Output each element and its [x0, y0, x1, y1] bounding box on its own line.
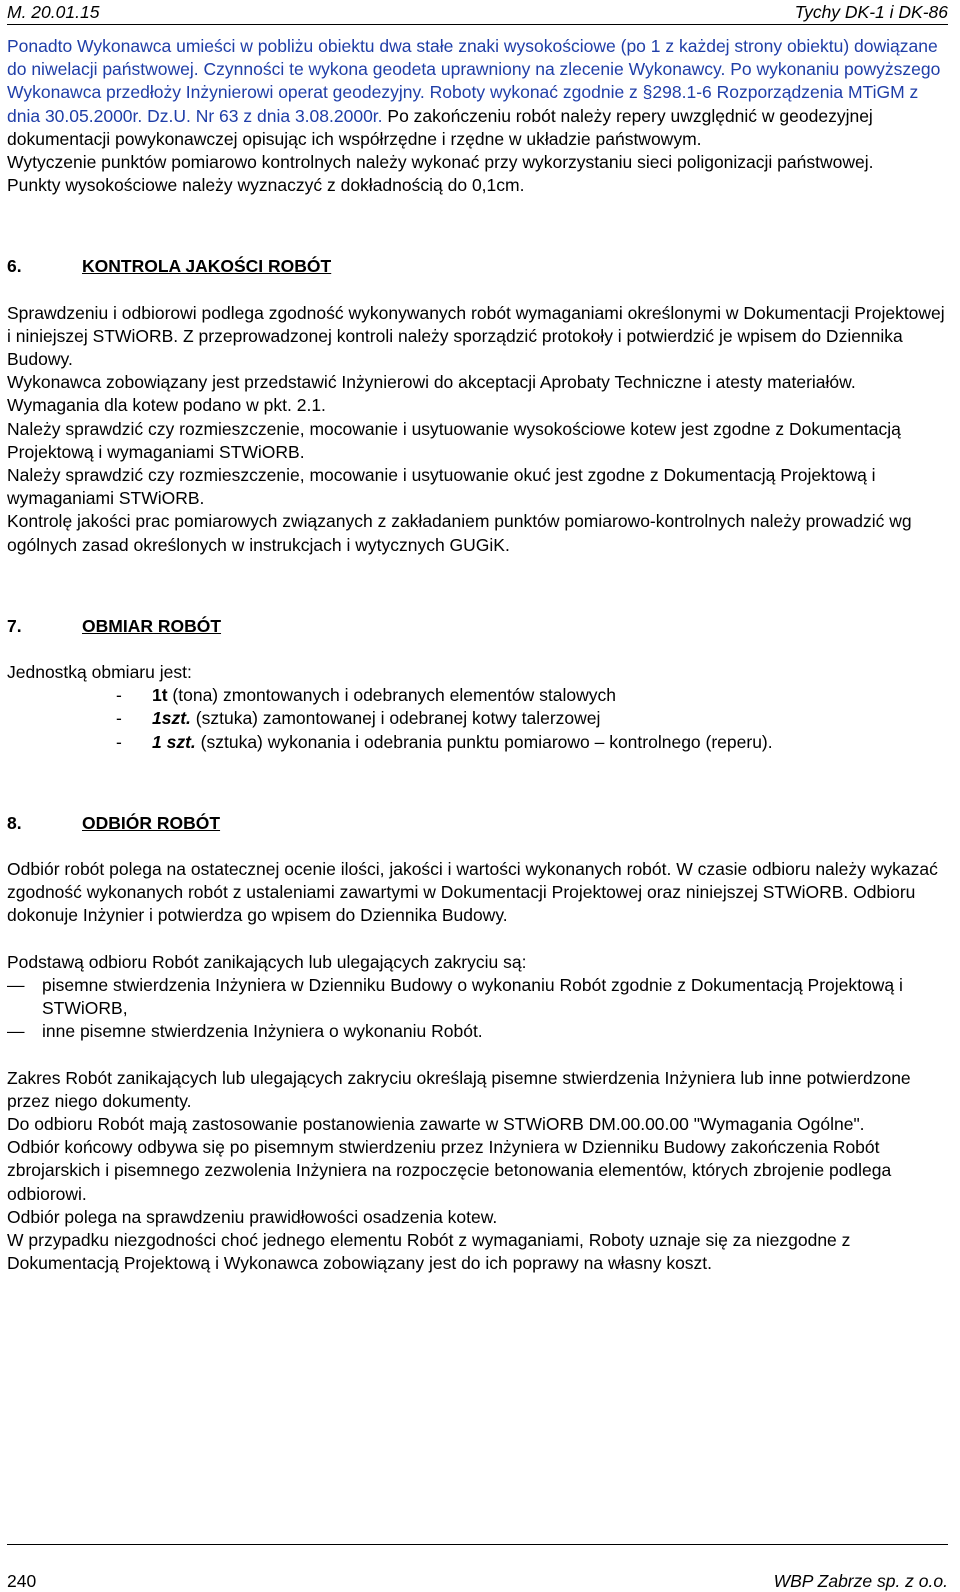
section-number: 7.: [7, 615, 22, 636]
list-item-text: pisemne stwierdzenia Inżyniera w Dzienniku Budowy o wykonaniu Robót zgodnie z Dokumentacją Projektową i STWiORB,: [42, 974, 903, 1019]
unit-description: (tona) zmontowanych i odebranych elementów stalowych: [167, 685, 616, 706]
section-6-paragraph: Wymagania dla kotew podano w pkt. 2.1.: [7, 395, 326, 416]
section-8-paragraph: W przypadku niezgodności choć jednego elementu Robót z wymaganiami, Roboty uznaje się za niezgodne z Dokumentacją Projektową i Wykonawca zobowiązany jest do ich poprawy na własny koszt.: [7, 1229, 851, 1274]
unit-label: 1szt.: [152, 708, 191, 729]
list-item: [7, 1020, 952, 1043]
section-title: KONTROLA JAKOŚCI ROBÓT: [82, 256, 332, 277]
section-title: OBMIAR ROBÓT: [82, 615, 222, 636]
section-number: 8.: [7, 812, 22, 833]
section-6-paragraph: Należy sprawdzić czy rozmieszczenie, mocowanie i usytuowanie wysokościowe kotew jest zgodne z Dokumentacją Projektową i wymaganiami STWiORB.: [7, 418, 901, 462]
paragraph-gap: [7, 928, 952, 951]
unit-description: (sztuka) zamontowanej i odebranej kotwy talerzowej: [190, 708, 601, 729]
paragraph-gap: [7, 1044, 952, 1067]
page-footer: [7, 1544, 948, 1589]
section-title: ODBIÓR ROBÓT: [82, 812, 221, 833]
list-dash: -: [116, 685, 122, 706]
list-item: [7, 684, 952, 707]
list-item-text: inne pisemne stwierdzenia Inżyniera o wykonaniu Robót.: [42, 1021, 483, 1042]
intro-black-text: Po zakończeniu robót należy repery uwzględnić w geodezyjnej dokumentacji powykonawczej opisując ich współrzędne i rzędne w układzie państwowym.: [7, 105, 873, 149]
intro-paragraph: [7, 35, 952, 151]
list-dash: -: [116, 708, 122, 729]
list-dash: —: [7, 1021, 24, 1042]
acceptance-basis-list: [7, 974, 952, 1044]
page-number: 240: [7, 1571, 37, 1591]
section-8-paragraph: Do odbioru Robót mają zastosowanie postanowienia zawarte w STWiORB DM.00.00.00 "Wymagania Ogólne".: [7, 1113, 865, 1134]
section-6-heading: [7, 255, 952, 278]
section-6-paragraph: Kontrolę jakości prac pomiarowych związanych z zakładaniem punktów pomiarowo-kontrolnych należy prowadzić wg ogólnych zasad określonych w instrukcjach i wytycznych GUGiK.: [7, 511, 912, 555]
section-8-paragraph: Zakres Robót zanikających lub ulegających zakryciu określają pisemne stwierdzenia Inżyniera lub inne potwierdzone przez niego dokumenty.: [7, 1067, 911, 1111]
section-number: 6.: [7, 256, 22, 277]
section-8-paragraph: Odbiór robót polega na ostatecznej ocenie ilości, jakości i wartości wykonanych robót. W czasie odbioru należy wykazać zgodność wykonanych robót z ustaleniami zawartymi w Dokumentacji Projektowej oraz niniejszej STWiORB. Odbioru dokonuje Inżynier i potwierdza go wpisem do Dziennika Budowy.: [7, 859, 938, 926]
list-item: [7, 731, 952, 754]
section-6-paragraph: Należy sprawdzić czy rozmieszczenie, mocowanie i usytuowanie okuć jest zgodne z Dokumentacją Projektową i wymaganiami STWiORB.: [7, 465, 876, 509]
section-7-intro: Jednostką obmiaru jest:: [7, 662, 192, 683]
section-8-paragraph: Podstawą odbioru Robót zanikających lub ulegających zakryciu są:: [7, 951, 527, 972]
list-dash: -: [116, 731, 122, 752]
intro-blue-text: Ponadto Wykonawca umieści w pobliżu obiektu dwa stałe znaki wysokościowe (po 1 z każdej strony obiektu) dowiązane do niwelacji państwowej. Czynności te wykona geodeta uprawniony na zlecenie Wykonawcy. Po wykonaniu powyższego Wykonawca przedłoży Inżynierowi operat geodezyjny. Roboty wykonać zgodnie z §298.1-6 Rozporządzenia MTiGM z dnia 30.05.2000r. Dz.U. Nr 63 z dnia 3.08.2000r.: [7, 36, 941, 126]
header-project-name: Tychy DK-1 i DK-86: [794, 2, 948, 22]
list-dash: —: [7, 974, 24, 995]
document-body: [7, 35, 952, 1275]
intro-paragraph-2: Wytyczenie punktów pomiarowo kontrolnych należy wykonać przy wykorzystaniu sieci poligonizacji państwowej.: [7, 152, 874, 173]
intro-paragraph-3: Punkty wysokościowe należy wyznaczyć z dokładnością do 0,1cm.: [7, 175, 525, 196]
header-spec-code: M. 20.01.15: [7, 2, 100, 22]
measurement-units-list: [7, 684, 952, 754]
unit-description: (sztuka) wykonania i odebrania punktu pomiarowo – kontrolnego (reperu).: [195, 731, 773, 752]
section-6-paragraph: Sprawdzeniu i odbiorowi podlega zgodność wykonywanych robót wymaganiami określonymi w Dokumentacji Projektowej i niniejszej STWiORB. Z przeprowadzonej kontroli należy sporządzić protokoły i potwierdzić je wpisem do Dziennika Budowy.: [7, 302, 945, 370]
page-header: [7, 2, 948, 25]
unit-label: 1 szt.: [152, 731, 196, 752]
section-6-paragraph: Wykonawca zobowiązany jest przedstawić Inżynierowi do akceptacji Aprobaty Techniczne i atesty materiałów.: [7, 372, 856, 393]
list-item: [7, 974, 952, 1020]
unit-label: 1t: [152, 685, 168, 706]
section-8-heading: [7, 812, 952, 835]
section-8-paragraph: Odbiór końcowy odbywa się po pisemnym stwierdzeniu przez Inżyniera w Dzienniku Budowy zakończenia Robót zbrojarskich i pisemnego zezwolenia Inżyniera na rozpoczęcie betonowania elementów, których zbrojenie podlega odbiorowi.: [7, 1137, 892, 1204]
section-8-paragraph: Odbiór polega na sprawdzeniu prawidłowości osadzenia kotew.: [7, 1206, 498, 1227]
footer-company: WBP Zabrze sp. z o.o.: [773, 1571, 948, 1591]
section-7-heading: [7, 615, 952, 638]
list-item: [7, 707, 952, 730]
